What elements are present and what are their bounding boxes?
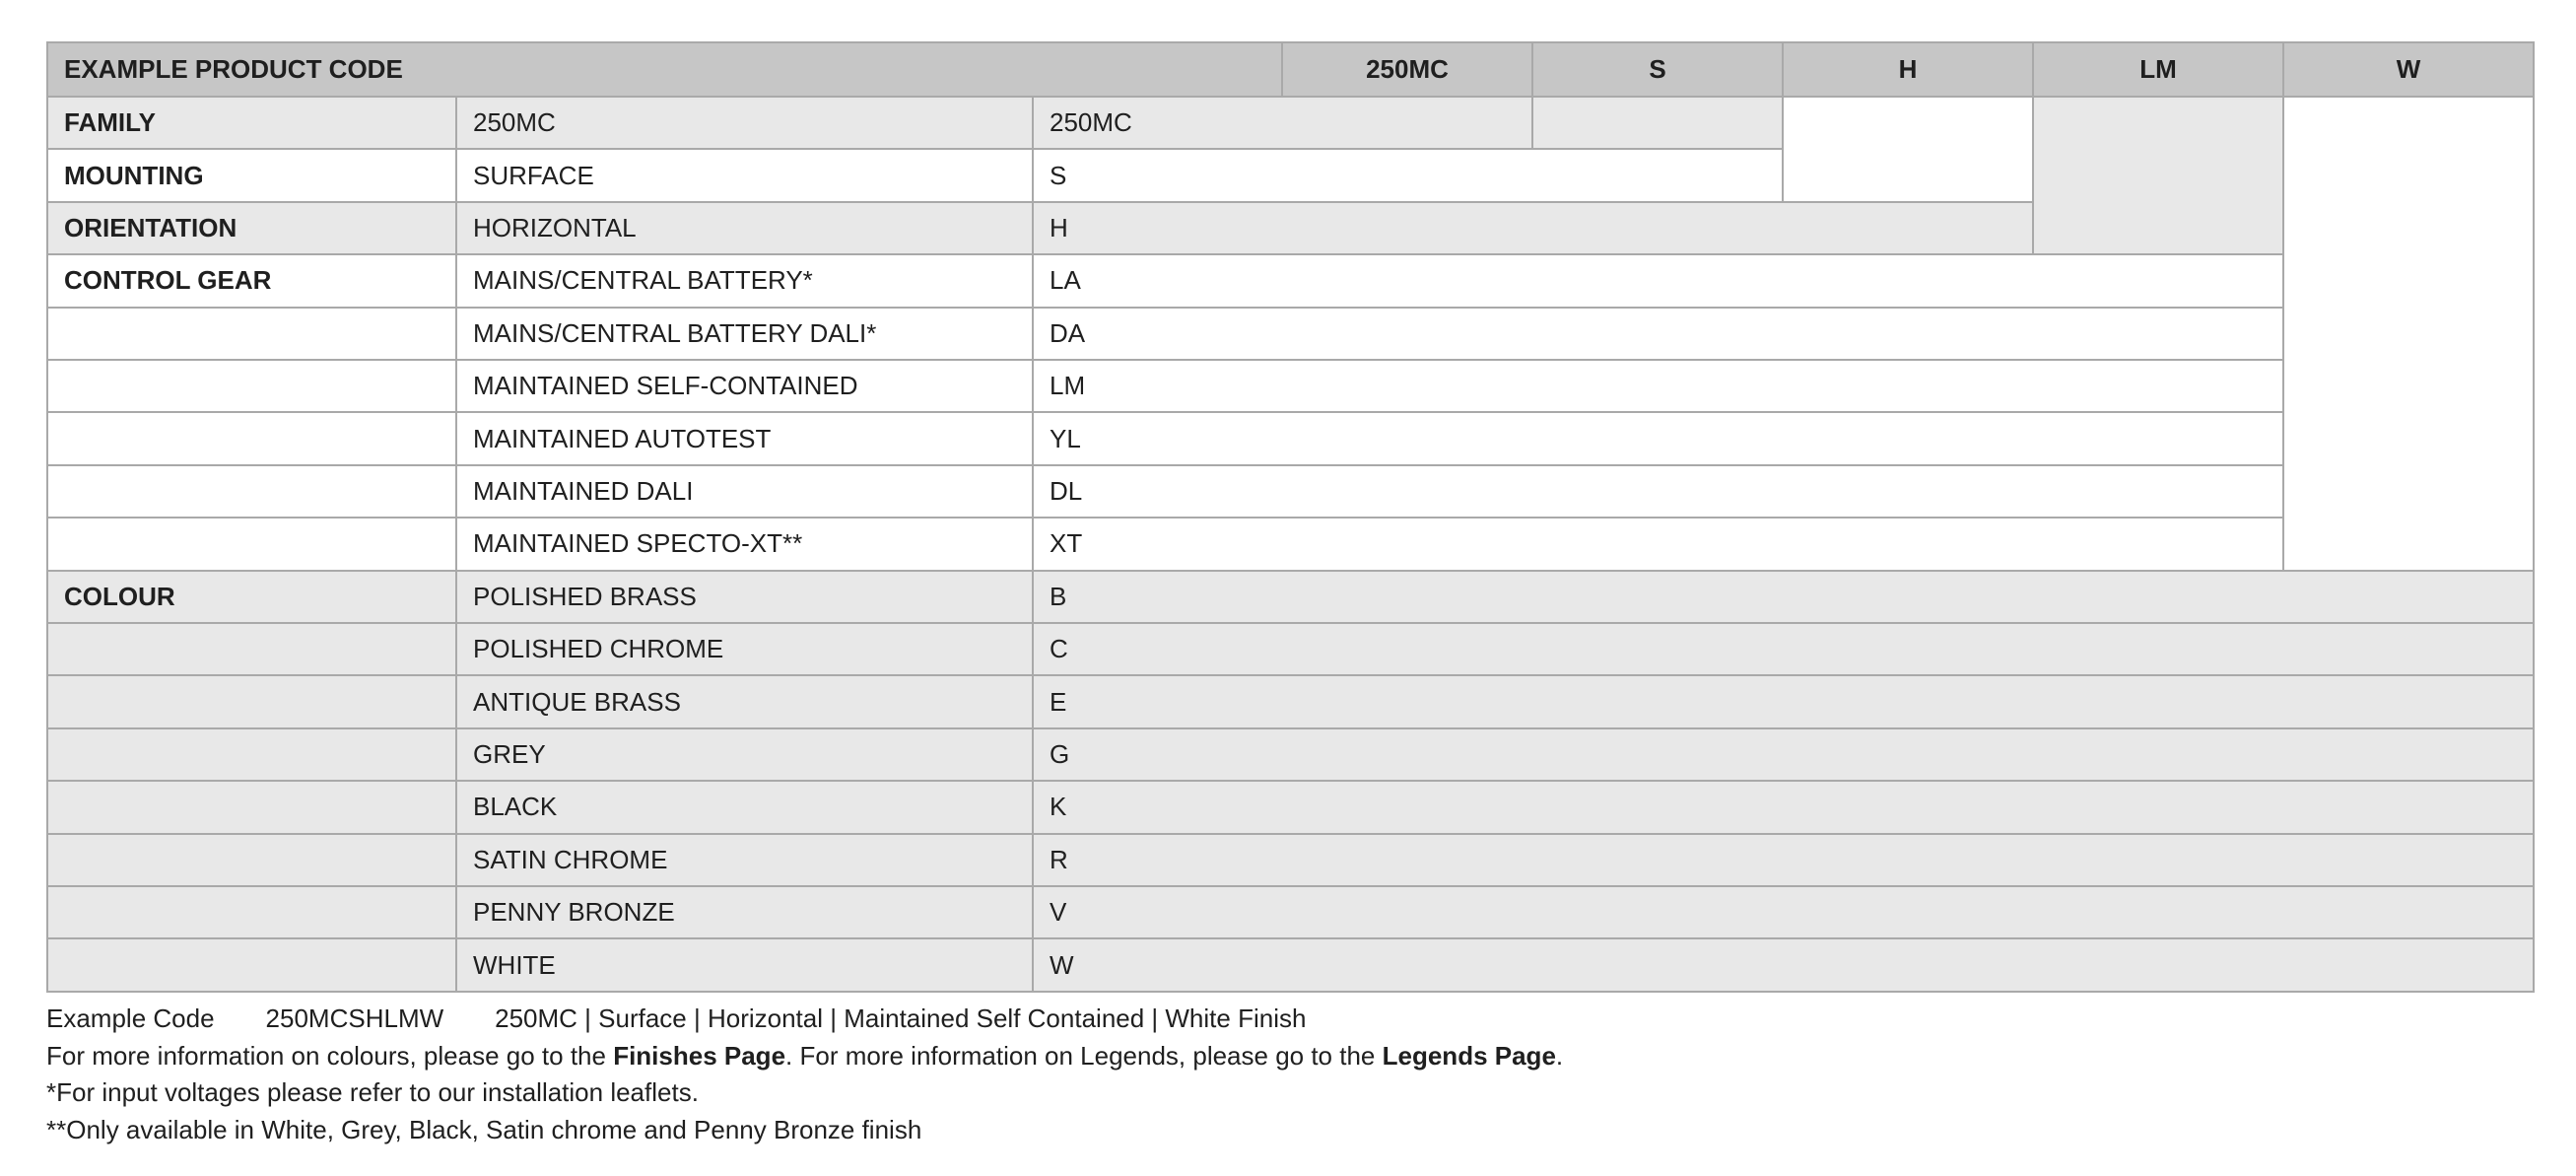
- section-label: FAMILY: [46, 96, 457, 150]
- code-column-fill: [2032, 96, 2284, 255]
- finishes-page-link[interactable]: Finishes Page: [613, 1040, 786, 1071]
- option-name: PENNY BRONZE: [455, 885, 1034, 939]
- section-label: CONTROL GEAR: [46, 253, 457, 308]
- option-name: SURFACE: [455, 148, 1034, 202]
- section-label: ORIENTATION: [46, 201, 457, 255]
- option-name: 250MC: [455, 96, 1034, 150]
- legends-page-link[interactable]: Legends Page: [1382, 1040, 1556, 1071]
- example-code-value: 250MCSHLMW: [265, 1003, 444, 1033]
- section-label-empty: [46, 937, 457, 992]
- header-title: EXAMPLE PRODUCT CODE: [46, 41, 1283, 98]
- option-code: K: [1032, 780, 2535, 834]
- section-label-empty: [46, 727, 457, 782]
- header-code-1: 250MC: [1281, 41, 1533, 98]
- header-code-5: W: [2282, 41, 2535, 98]
- option-code: DL: [1032, 464, 2284, 519]
- example-code-label: Example Code: [46, 1003, 215, 1033]
- section-label-empty: [46, 359, 457, 413]
- option-code: C: [1032, 622, 2535, 676]
- example-code-line: [46, 1001, 1563, 1038]
- option-name: MAINS/CENTRAL BATTERY*: [455, 253, 1034, 308]
- option-code: B: [1032, 570, 2535, 624]
- option-code: R: [1032, 833, 2535, 887]
- section-label-empty: [46, 622, 457, 676]
- option-code: E: [1032, 674, 2535, 728]
- more-info-text-2: . For more information on Legends, please go to the: [785, 1040, 1383, 1071]
- section-label-empty: [46, 885, 457, 939]
- option-name: WHITE: [455, 937, 1034, 992]
- option-name: MAINS/CENTRAL BATTERY DALI*: [455, 307, 1034, 361]
- option-code: XT: [1032, 517, 2284, 571]
- option-code: LM: [1032, 359, 2284, 413]
- option-code: S: [1032, 148, 1784, 202]
- option-name: MAINTAINED SPECTO-XT**: [455, 517, 1034, 571]
- section-label-empty: [46, 833, 457, 887]
- header-code-2: S: [1531, 41, 1784, 98]
- footnote-availability: **Only available in White, Grey, Black, Satin chrome and Penny Bronze finish: [46, 1114, 922, 1144]
- option-name: HORIZONTAL: [455, 201, 1034, 255]
- section-label-empty: [46, 780, 457, 834]
- section-label-empty: [46, 307, 457, 361]
- more-info-text: For more information on colours, please go to the: [46, 1040, 614, 1071]
- more-info-text-3: .: [1555, 1040, 1564, 1071]
- option-code: 250MC: [1032, 96, 1533, 150]
- section-label-empty: [46, 464, 457, 519]
- option-name: GREY: [455, 727, 1034, 782]
- option-name: MAINTAINED SELF-CONTAINED: [455, 359, 1034, 413]
- option-name: ANTIQUE BRASS: [455, 674, 1034, 728]
- notes: [46, 1001, 1563, 1148]
- option-code: DA: [1032, 307, 2284, 361]
- option-code: G: [1032, 727, 2535, 782]
- section-label-empty: [46, 411, 457, 465]
- example-code-description: 250MC | Surface | Horizontal | Maintained Self Contained | White Finish: [495, 1003, 1307, 1033]
- option-code: LA: [1032, 253, 2284, 308]
- header-code-3: H: [1782, 41, 2034, 98]
- section-label: MOUNTING: [46, 148, 457, 202]
- option-name: MAINTAINED AUTOTEST: [455, 411, 1034, 465]
- option-code: YL: [1032, 411, 2284, 465]
- option-code: H: [1032, 201, 2034, 255]
- option-name: MAINTAINED DALI: [455, 464, 1034, 519]
- header-code-4: LM: [2032, 41, 2284, 98]
- option-name: SATIN CHROME: [455, 833, 1034, 887]
- section-label: COLOUR: [46, 570, 457, 624]
- code-column-fill: [1531, 96, 1784, 150]
- option-code: W: [1032, 937, 2535, 992]
- option-name: POLISHED CHROME: [455, 622, 1034, 676]
- option-name: POLISHED BRASS: [455, 570, 1034, 624]
- code-column-fill: [2282, 96, 2535, 572]
- section-label-empty: [46, 674, 457, 728]
- footnote-voltage: *For input voltages please refer to our installation leaflets.: [46, 1077, 699, 1107]
- more-info-line: [46, 1038, 1563, 1075]
- option-code: V: [1032, 885, 2535, 939]
- section-label-empty: [46, 517, 457, 571]
- option-name: BLACK: [455, 780, 1034, 834]
- code-column-fill: [1782, 96, 2034, 203]
